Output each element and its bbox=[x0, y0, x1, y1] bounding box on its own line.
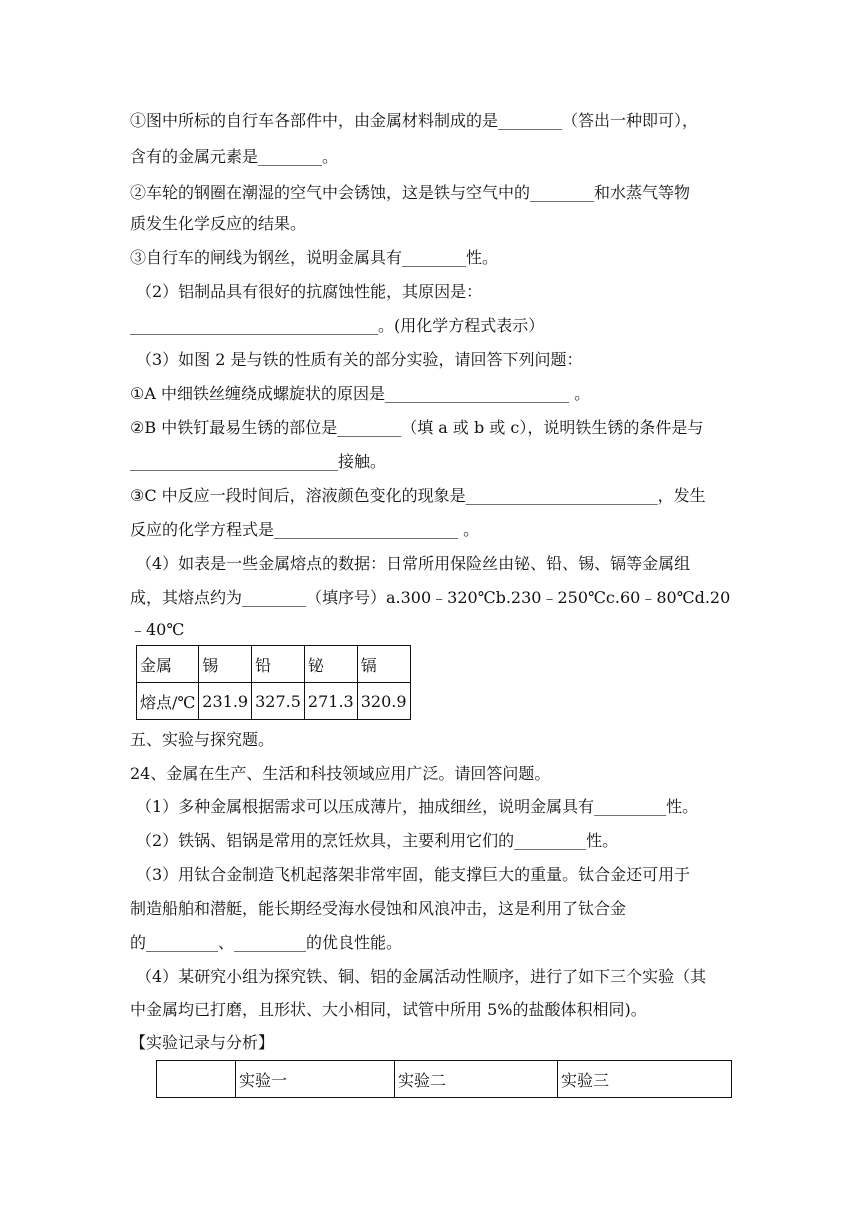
table-cell: 271.3 bbox=[304, 683, 357, 720]
question-line: 的_________、_________的优良性能。 bbox=[130, 933, 403, 952]
question-line: （3）如图 2 是与铁的性质有关的部分实验，请回答下列问题： bbox=[136, 350, 583, 369]
table-cell: 实验二 bbox=[395, 1061, 558, 1098]
table-cell: 锡 bbox=[199, 646, 252, 683]
question-line: （3）用钛合金制造飞机起落架非常牢固，能支撑巨大的重量。钛合金还可用于 bbox=[136, 865, 691, 884]
table-cell: 铅 bbox=[252, 646, 305, 683]
question-line: ③C 中反应一段时间后，溶液颜色变化的现象是________________________，发生 bbox=[130, 486, 706, 505]
table-cell: 实验一 bbox=[236, 1061, 395, 1098]
question-line: ①A 中细铁丝缠绕成螺旋状的原因是_______________________ 。 bbox=[130, 384, 591, 403]
subsection-heading: 【实验记录与分析】 bbox=[130, 1033, 275, 1052]
question-line: （4）某研究小组为探究铁、铜、铝的金属活动性顺序，进行了如下三个实验（其 bbox=[136, 967, 707, 986]
table-cell: 327.5 bbox=[252, 683, 305, 720]
table-cell: 镉 bbox=[357, 646, 410, 683]
melting-point-table bbox=[136, 645, 411, 720]
table-row bbox=[137, 683, 411, 720]
question-line: ②车轮的钢圈在潮湿的空气中会锈蚀，这是铁与空气中的________和水蒸气等物 bbox=[130, 183, 691, 202]
table-row bbox=[137, 646, 411, 683]
table-row bbox=[157, 1061, 732, 1098]
table-cell: 金属 bbox=[137, 646, 199, 683]
question-line: ①图中所标的自行车各部件中，由金属材料制成的是________（答出一种即可）， bbox=[130, 111, 699, 130]
question-line: ③自行车的闸线为钢丝，说明金属具有________性。 bbox=[130, 248, 499, 267]
table-cell: 实验三 bbox=[558, 1061, 732, 1098]
question-line: （2）铝制品具有很好的抗腐蚀性能，其原因是： bbox=[136, 282, 483, 301]
table-cell: 铋 bbox=[304, 646, 357, 683]
question-line: __________________________接触。 bbox=[130, 452, 387, 471]
question-line: 制造船舶和潜艇，能长期经受海水侵蚀和风浪冲击，这是利用了钛合金 bbox=[130, 899, 627, 918]
table-cell: 320.9 bbox=[357, 683, 410, 720]
question-line: ﹣40℃ bbox=[130, 620, 185, 639]
question-line: 中金属均已打磨，且形状、大小相同，试管中所用 5%的盐酸体积相同)。 bbox=[130, 1000, 647, 1019]
question-line: ②B 中铁钉最易生锈的部位是________（填 a 或 b 或 c），说明铁生锈的条件是与 bbox=[130, 418, 704, 437]
experiment-table bbox=[156, 1060, 732, 1098]
question-line: （4）如表是一些金属熔点的数据：日常所用保险丝由铋、铅、锡、镉等金属组 bbox=[136, 554, 691, 573]
section-heading: 五、实验与探究题。 bbox=[130, 730, 275, 749]
question-line: 含有的金属元素是________。 bbox=[130, 147, 339, 166]
question-line: （2）铁锅、铝锅是常用的烹饪炊具，主要利用它们的_________性。 bbox=[136, 831, 619, 850]
question-line: 反应的化学方程式是_______________________ 。 bbox=[130, 520, 480, 539]
question-title: 24、金属在生产、生活和科技领域应用广泛。请回答问题。 bbox=[130, 764, 551, 783]
question-line: （1）多种金属根据需求可以压成薄片，抽成细丝，说明金属具有_________性。 bbox=[136, 797, 699, 816]
question-line: _______________________________。(用化学方程式表示） bbox=[130, 316, 545, 335]
table-cell: 231.9 bbox=[199, 683, 252, 720]
table-cell: 熔点/℃ bbox=[137, 683, 199, 720]
question-line: 成，其熔点约为________（填序号）a.300﹣320℃b.230﹣250℃c.60﹣80℃d.20 bbox=[130, 588, 731, 607]
table-cell bbox=[157, 1061, 236, 1098]
question-line: 质发生化学反应的结果。 bbox=[130, 214, 307, 233]
